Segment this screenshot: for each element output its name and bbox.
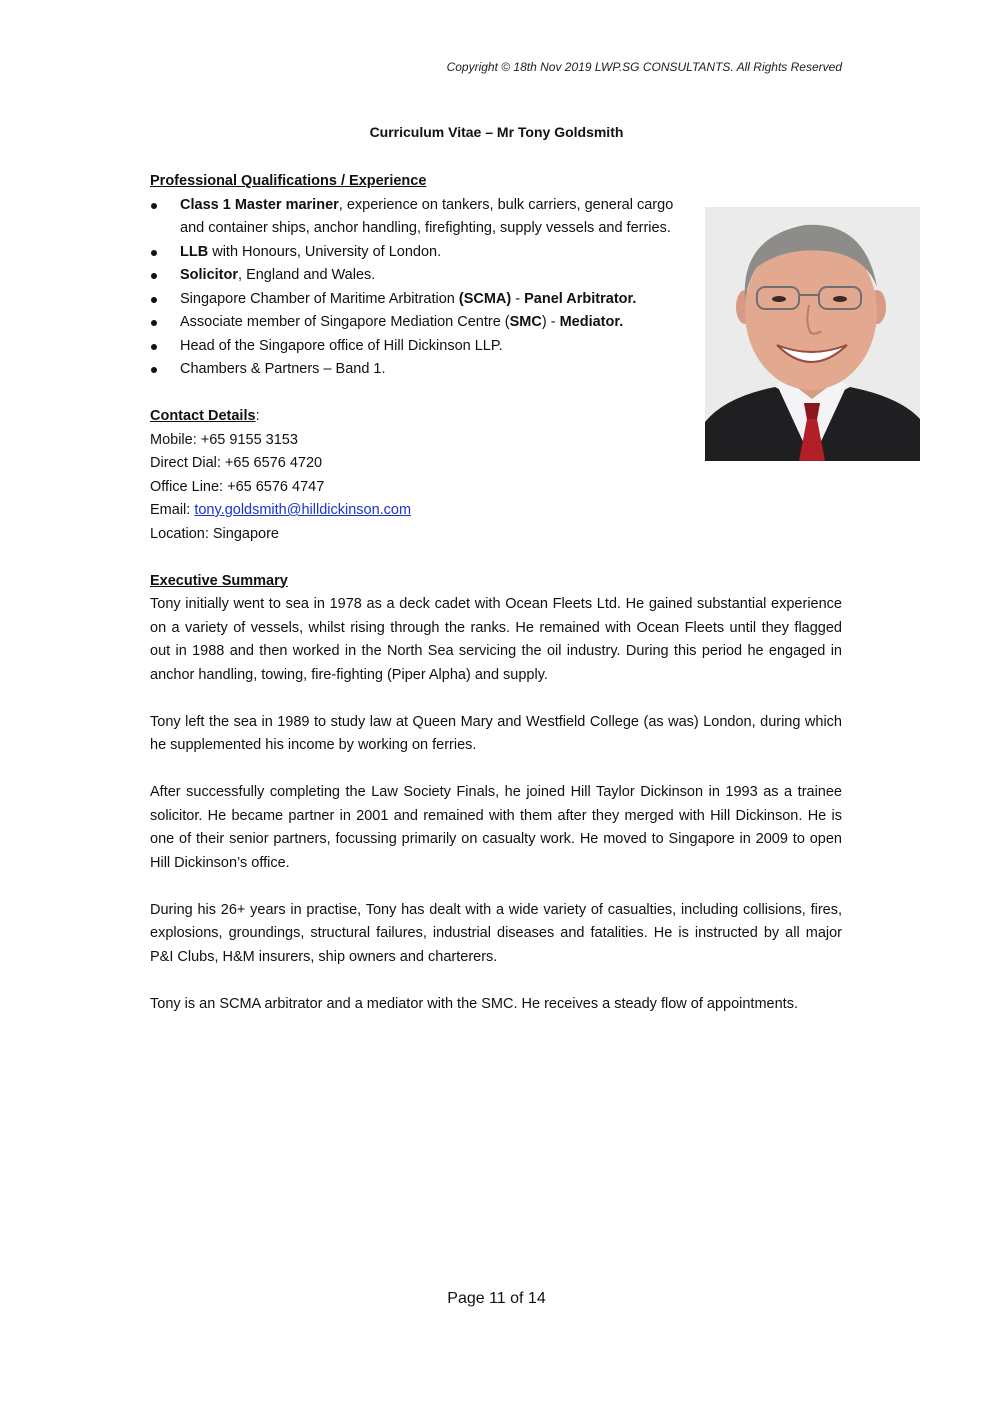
- list-item: Class 1 Master mariner, experience on tankers, bulk carriers, general cargo and container ships, anchor handling, firefighting, supply vessels and ferries.: [150, 194, 695, 241]
- list-item: Solicitor, England and Wales.: [150, 264, 695, 288]
- contact-office-line: Office Line: +65 6576 4747: [150, 478, 325, 495]
- contact-email-row: Email: tony.goldsmith@hilldickinson.com: [150, 502, 412, 518]
- qualifications-list: [150, 194, 695, 382]
- summary-paragraph: Tony left the sea in 1989 to study law at Queen Mary and Westfield College (as was) London, during which he supplemented his income by working on ferries.: [150, 713, 842, 753]
- email-link[interactable]: tony.goldsmith@hilldickinson.com: [194, 502, 412, 518]
- copyright-notice: Copyright © 18th Nov 2019 LWP.SG CONSULTANTS. All Rights Reserved: [446, 60, 842, 74]
- list-item: Chambers & Partners – Band 1.: [150, 358, 695, 382]
- list-item: Singapore Chamber of Maritime Arbitration (SCMA) - Panel Arbitrator.: [150, 288, 695, 312]
- contact-mobile: Mobile: +65 9155 3153: [150, 431, 298, 448]
- list-item: LLB with Honours, University of London.: [150, 241, 695, 265]
- summary-paragraph: After successfully completing the Law Society Finals, he joined Hill Taylor Dickinson in 1993 as a trainee solicitor. He became partner in 2001 and remained with them after they merged with Hill Dickinson. He is one of their senior partners, focussing primarily on casualty work. He moved to Singapore in 2009 to open Hill Dickinson’s office.: [150, 784, 842, 871]
- contact-location: Location: Singapore: [150, 525, 279, 542]
- summary-heading: Executive Summary: [150, 572, 288, 589]
- summary-paragraph: During his 26+ years in practise, Tony has dealt with a wide variety of casualties, including collisions, fires, explosions, groundings, structural failures, industrial diseases and fatalities. He is instructed by all major P&I Clubs, H&M insurers, ship owners and charterers.: [150, 901, 842, 965]
- summary-paragraph: Tony is an SCMA arbitrator and a mediator with the SMC. He receives a steady flow of appointments.: [150, 995, 798, 1012]
- summary-paragraph: Tony initially went to sea in 1978 as a deck cadet with Ocean Fleets Ltd. He gained substantial experience on a variety of vessels, whilst rising through the ranks. He remained with Ocean Fleets until they flagged out in 1988 and then worked in the North Sea servicing the oil industry. During this period he engaged in anchor handling, towing, fire-fighting (Piper Alpha) and supply.: [150, 596, 842, 683]
- list-item: Head of the Singapore office of Hill Dickinson LLP.: [150, 335, 695, 359]
- document-title: Curriculum Vitae – Mr Tony Goldsmith: [369, 124, 624, 140]
- contact-direct-dial: Direct Dial: +65 6576 4720: [150, 455, 323, 471]
- list-item: Associate member of Singapore Mediation Centre (SMC) - Mediator.: [150, 311, 695, 335]
- qualifications-heading: Professional Qualifications / Experience: [150, 173, 427, 189]
- portrait-photo: [705, 207, 920, 461]
- page-number: Page 11 of 14: [447, 1290, 546, 1307]
- contact-heading: Contact Details: [150, 408, 256, 424]
- executive-summary: [150, 570, 842, 1017]
- contact-section: Contact Details: Mobile: +65 9155 3153 Direct Dial: +65 6576 4720 Office Line: +65 6576 4747 Email: tony.goldsmith@hilldickinson.com Location: Singapore: [150, 405, 842, 546]
